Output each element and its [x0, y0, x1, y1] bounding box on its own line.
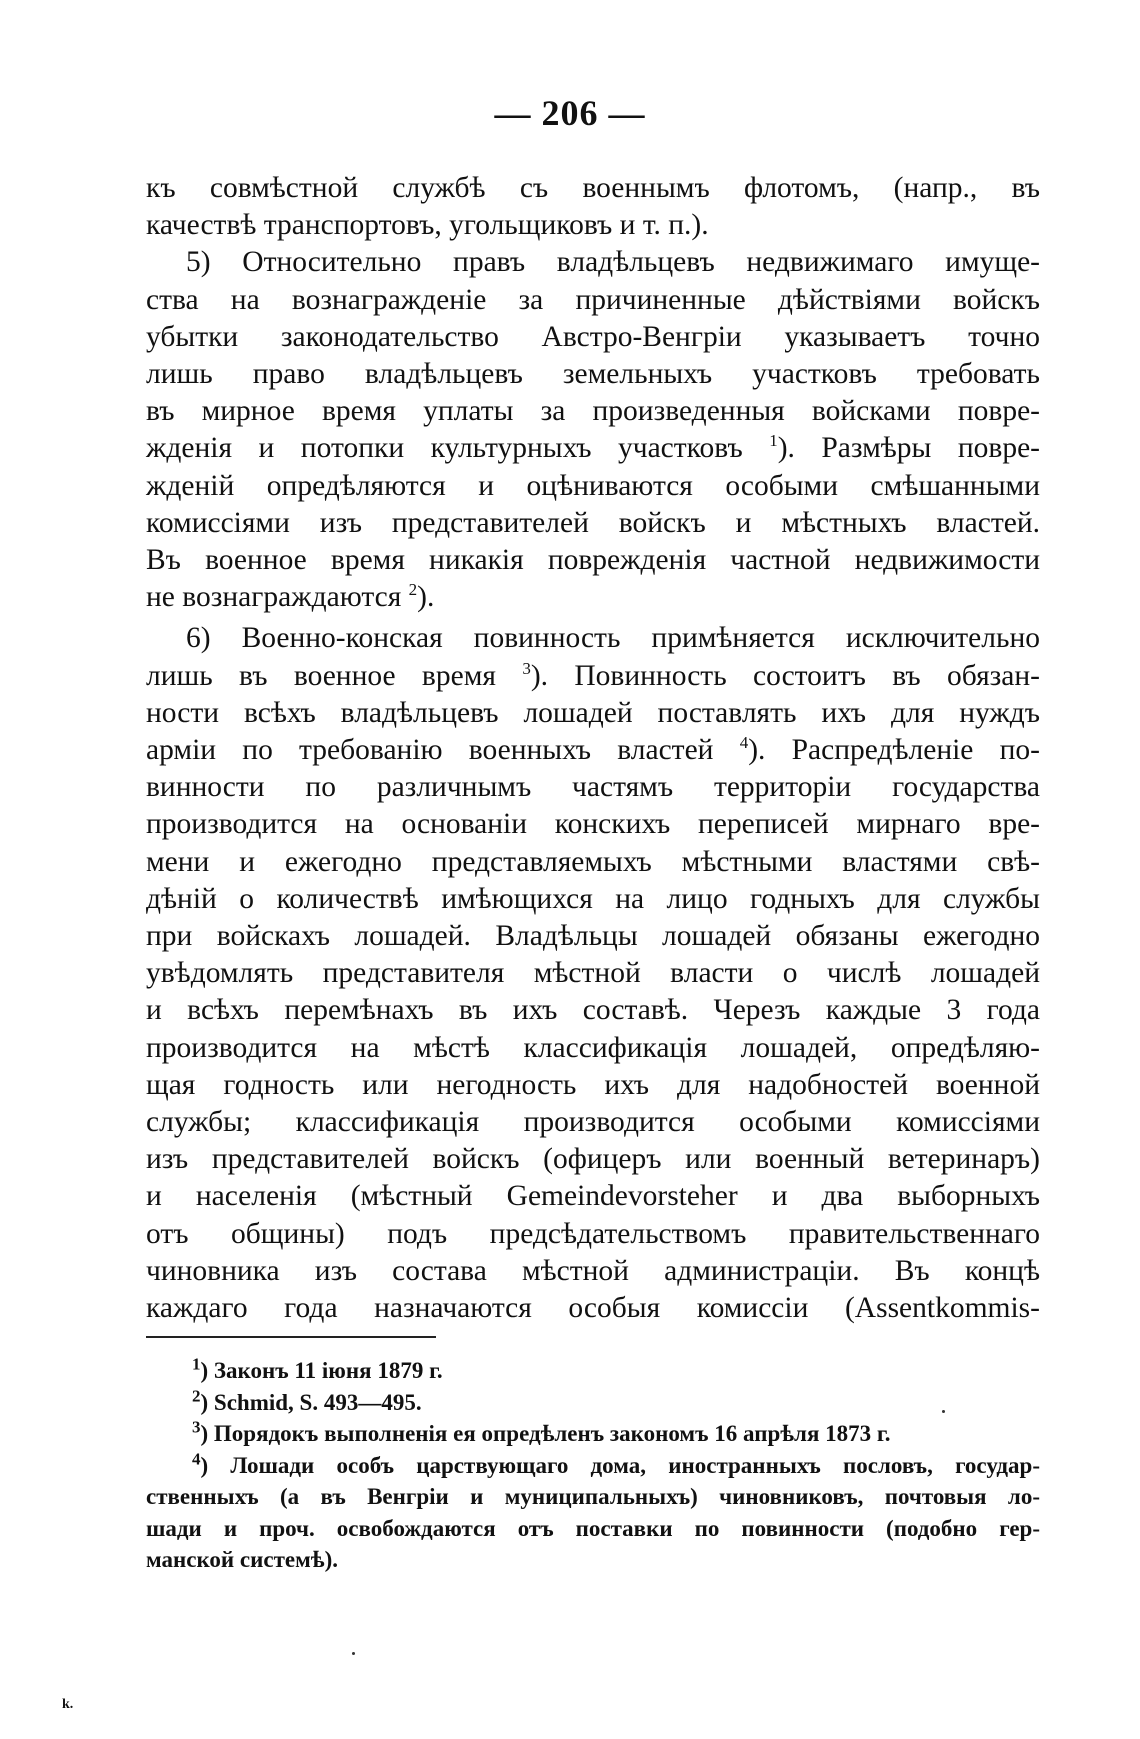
text-line: отъ общины) подъ предсѣдательствомъ правительственнаго [146, 1217, 1040, 1250]
footnote-text: Законъ 11 іюня 1879 г. [213, 1358, 443, 1383]
main-text [146, 170, 1040, 1327]
footnote-divider [146, 1336, 436, 1338]
text-line [146, 658, 1040, 695]
text-line: чиновника изъ состава мѣстной администраціи. Въ концѣ [146, 1254, 1040, 1287]
footnote: $^1$) Законъ 11 іюня 1879 г. [192, 1354, 443, 1383]
text-line: изъ представителей войскъ (офицеръ или военный ветеринаръ) [146, 1143, 1040, 1176]
text-line [146, 732, 1040, 769]
text-line: и населенія (мѣстный Gemeindevorsteher и два выборныхъ [146, 1180, 1040, 1213]
text-line [146, 430, 1040, 467]
page-number: — 206 — [494, 93, 646, 133]
text-segment: не вознаграждаются [146, 581, 402, 614]
text-line: и всѣхъ перемѣнахъ въ ихъ составѣ. Черезъ каждые 3 года [146, 994, 1040, 1027]
text-line: 6) Военно-конская повинность примѣняется исключительно [186, 622, 1040, 655]
text-segment: арміи по требованію военныхъ властей [146, 734, 714, 767]
text-line: къ совмѣстной службѣ съ военнымъ флотомъ, (напр., въ [146, 172, 1040, 204]
text-segment: ). Распредѣленіе по- [748, 734, 1040, 767]
text-line: лишь право владѣльцевъ земельныхъ участковъ требовать [146, 358, 1040, 391]
footnotes [146, 1355, 1040, 1576]
footnote-ref[interactable]: 4 [739, 733, 749, 753]
text-segment: ). [417, 581, 435, 614]
text-line: винности по различнымъ частямъ территоріи государства [146, 771, 1040, 804]
scan-speck [352, 1652, 355, 1655]
text-line: ства на вознагражденіе за причиненные дѣйствіями войскъ [146, 283, 1040, 316]
footnote-ref[interactable]: 1 [769, 431, 778, 451]
footnote-number: 2 [192, 1385, 201, 1405]
text-line: ности всѣхъ владѣльцевъ лошадей поставлять ихъ для нуждъ [146, 696, 1040, 729]
text-segment: лишь въ военное время [146, 659, 496, 692]
footnote-text: Порядокъ выполненія ея опредѣленъ закономъ 16 апрѣля 1873 г. [213, 1421, 891, 1446]
text-line [146, 579, 1040, 616]
text-line: дѣній о количествѣ имѣющихся на лицо годныхъ для службы [146, 882, 1040, 915]
footnote: $^3$) Порядокъ выполненія ея опредѣленъ закономъ 16 апрѣля 1873 г. [192, 1417, 891, 1446]
footnote-text: Schmid, S. 493—495. [213, 1389, 422, 1415]
footnote-text: Лошади особъ царствующаго дома, иностранныхъ пословъ, государ- [230, 1452, 1040, 1478]
footnote-number: 4 [192, 1448, 201, 1468]
footnote-continuation: ственныхъ (а въ Венгріи и муниципальныхъ) чиновниковъ, почтовыя ло- [146, 1484, 1040, 1509]
scan-speck [942, 1410, 945, 1413]
text-segment: жденія и потопки культурныхъ участковъ [146, 432, 743, 465]
footnote-continuation: шади и проч. освобождаются отъ поставки по повинности (подобно гер- [146, 1515, 1040, 1541]
text-line: производится на мѣстѣ классификація лошадей, опредѣляю- [146, 1031, 1040, 1064]
text-line: 5) Относительно правъ владѣльцевъ недвижимаго имуще- [186, 246, 1040, 279]
text-line: въ мирное время уплаты за произведенныя войсками повре- [146, 395, 1040, 428]
footnote: $^4$) Лошади особъ царствующаго дома, иностранныхъ пословъ, государ- [192, 1448, 1040, 1478]
text-line: мени и ежегодно представляемыхъ мѣстными властями свѣ- [146, 845, 1040, 878]
footnote-number: 1 [192, 1354, 201, 1374]
scan-mark: k. [62, 1697, 74, 1712]
text-line: при войскахъ лошадей. Владѣльцы лошадей обязаны ежегодно [146, 920, 1040, 953]
text-line: Въ военное время никакія поврежденія частной недвижимости [146, 544, 1040, 577]
text-segment: ). Повинность состоитъ въ обязан- [530, 659, 1040, 692]
text-line: жденій опредѣляются и оцѣниваются особыми смѣшанными [146, 469, 1040, 502]
text-segment: ). Размѣры повре- [777, 432, 1041, 465]
text-line: комиссіями изъ представителей войскъ и мѣстныхъ властей. [146, 506, 1040, 539]
text-line: каждаго года назначаются особыя комиссіи (Assentkommis- [146, 1292, 1040, 1325]
footnote: $^2$) Schmid, S. 493—495. [192, 1385, 422, 1415]
text-line: убытки законодательство Австро-Венгріи указываетъ точно [146, 320, 1040, 353]
footnote-number: 3 [192, 1417, 201, 1437]
text-line: щая годность или негодность ихъ для надобностей военной [146, 1068, 1040, 1101]
text-line: качествѣ транспортовъ, угольщиковъ и т. п.). [146, 209, 709, 242]
footnote-ref[interactable]: 2 [408, 580, 418, 600]
text-line: увѣдомлять представителя мѣстной власти о числѣ лошадей [146, 957, 1040, 990]
footnote-continuation: манской системѣ). [146, 1547, 338, 1572]
text-line: производится на основаніи конскихъ переписей мирнаго вре- [146, 808, 1040, 841]
footnote-ref[interactable]: 3 [522, 658, 531, 678]
text-line: службы; классификація производится особыми комиссіями [146, 1106, 1040, 1139]
